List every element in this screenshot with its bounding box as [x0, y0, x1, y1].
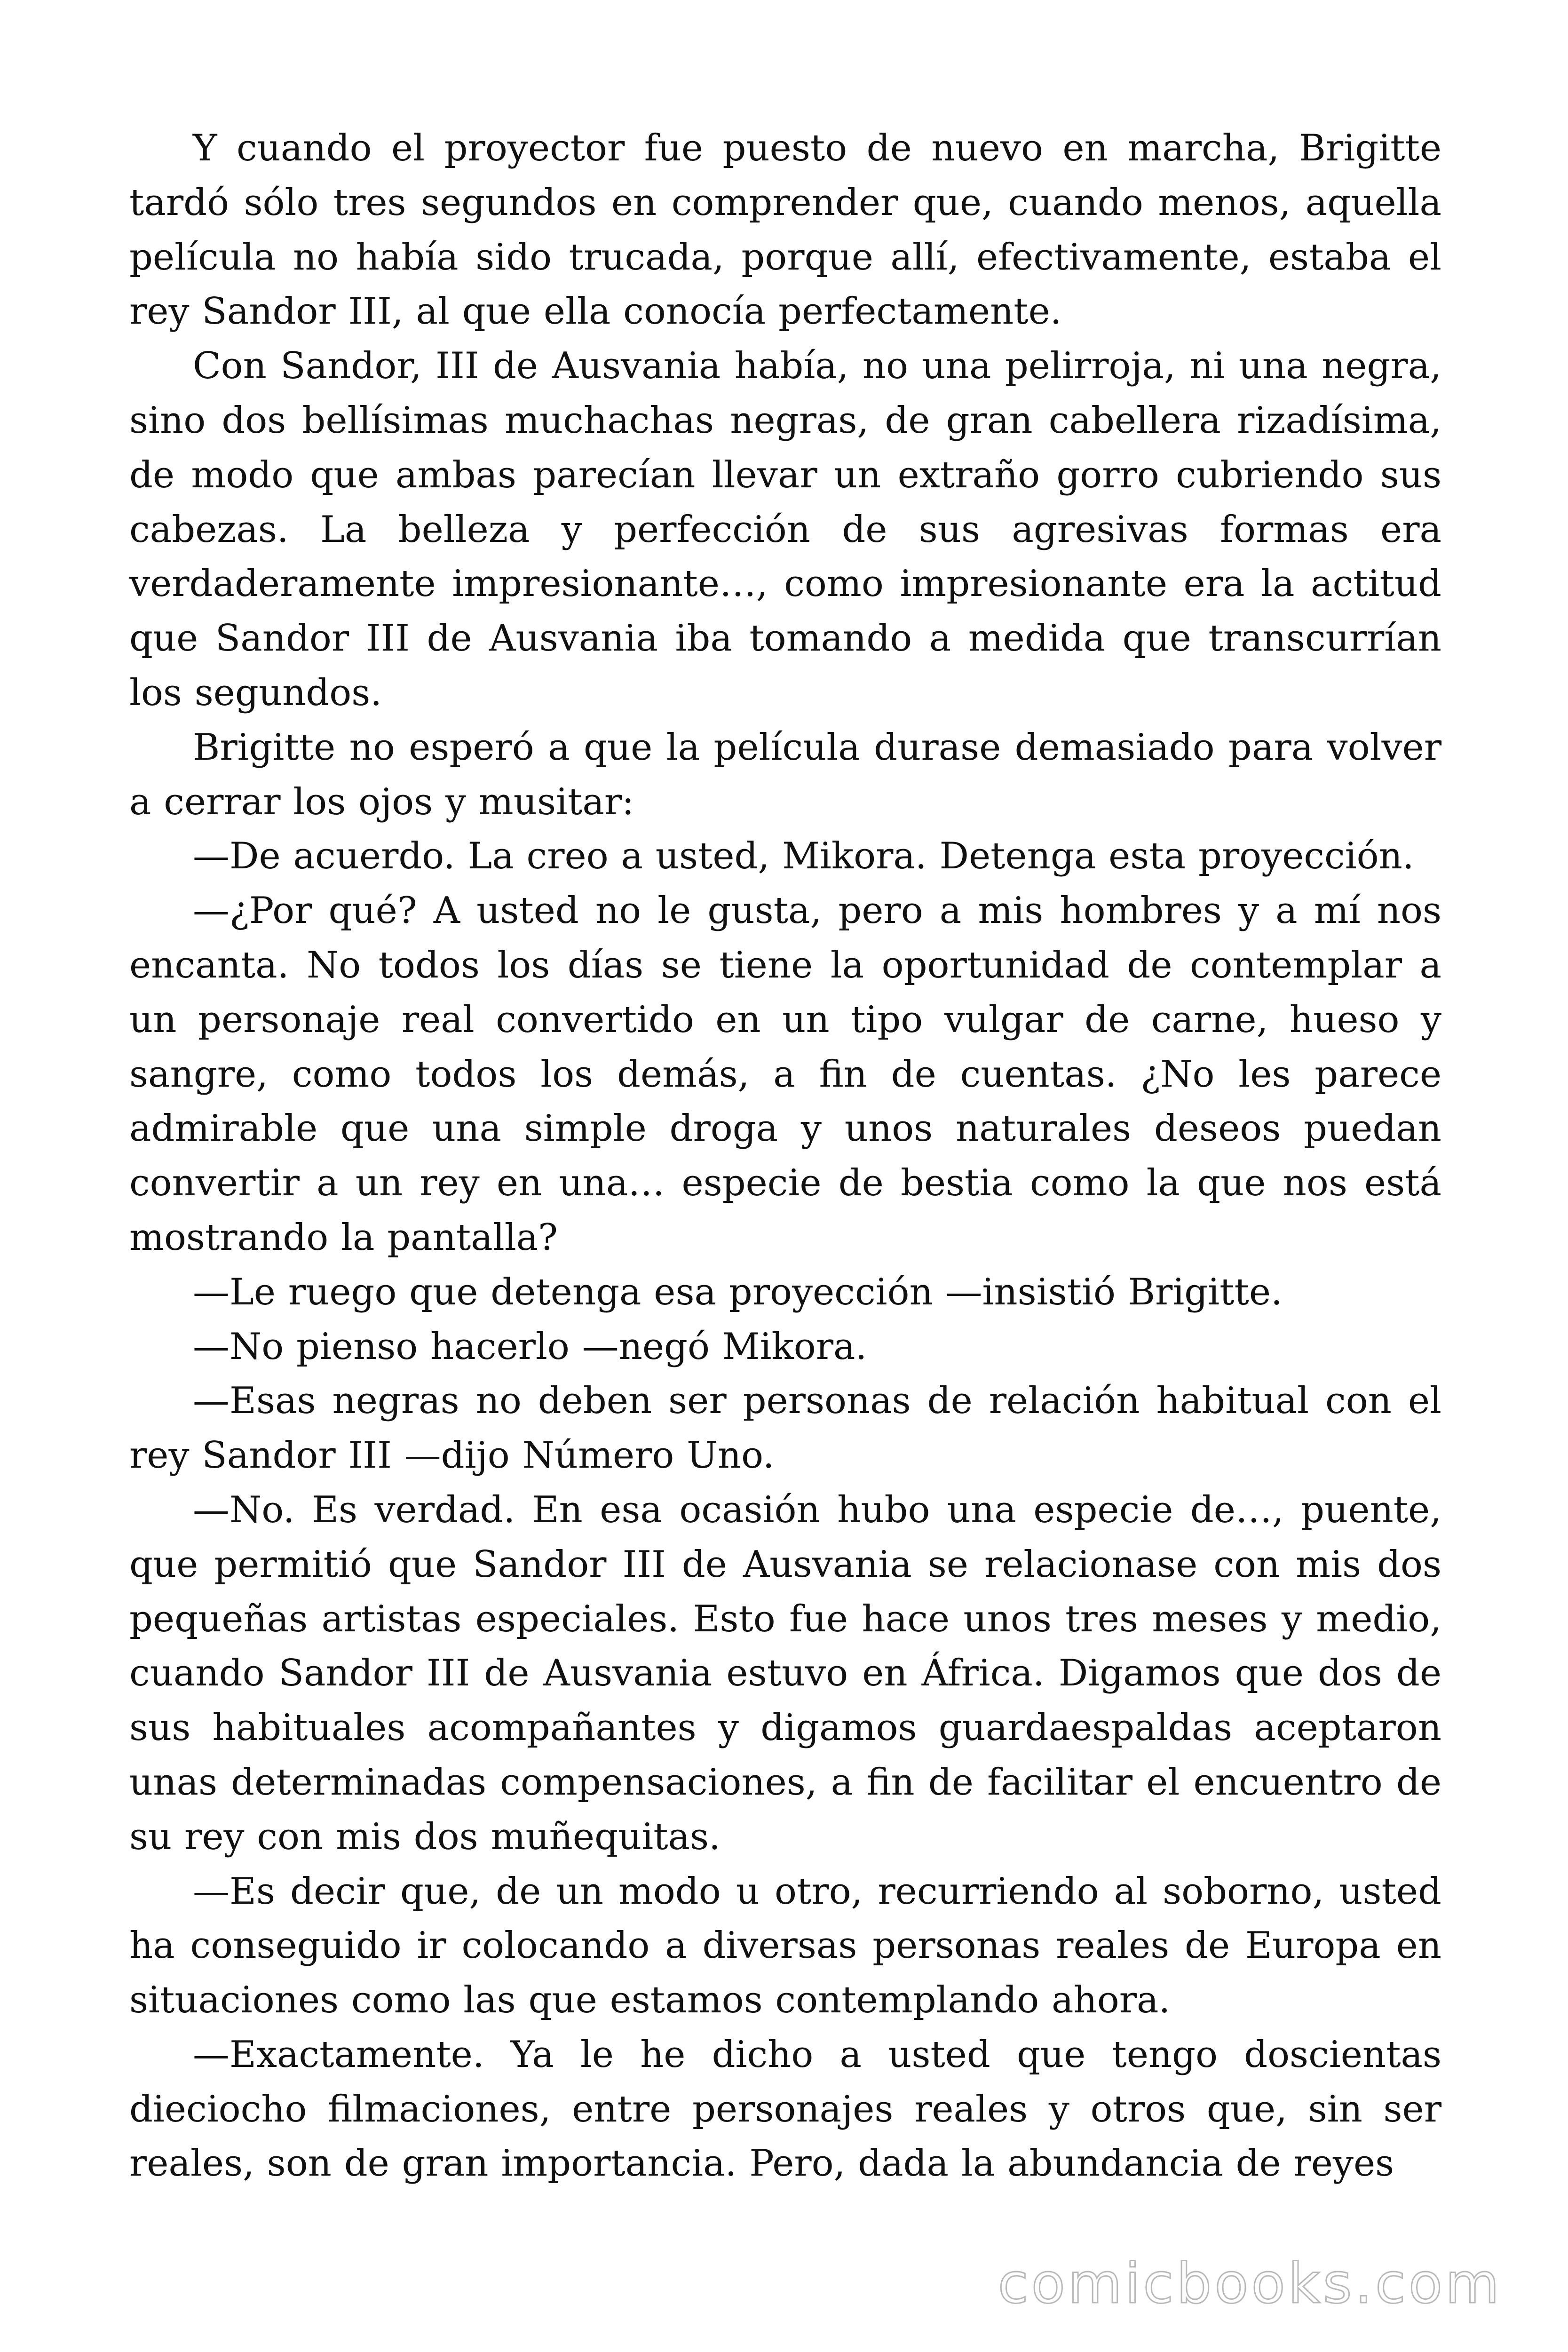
paragraph-7: —No pienso hacerlo —negó Mikora. — [193, 1325, 867, 1368]
paragraph-5: —¿Por qué? A usted no le gusta, pero a mis hombres y a mí nos encanta. No todos los días se tiene la oportunidad de contemplar a un personaje real convertido en un tipo vulgar de carne, hueso y sangre, como todos los demás, a fin de cuentas. ¿No les parece admirable que una simple droga y unos naturales deseos puedan convertir a un rey en una… especie de bestia como la que nos está mostrando la pantalla? — [129, 890, 1441, 1259]
paragraph-2: Con Sandor, III de Ausvania había, no una pelirroja, ni una negra, sino dos bellísimas muchachas negras, de gran cabellera rizadísima, de modo que ambas parecían llevar un extraño gorro cubriendo sus cabezas. La belleza y perfección de sus agresivas formas era verdaderamente impresionante…, como impresionante era la actitud que Sandor III de Ausvania iba tomando a medida que transcurrían los segundos. — [129, 345, 1441, 714]
paragraph-9: —No. Es verdad. En esa ocasión hubo una especie de…, puente, que permitió que Sandor III de Ausvania se relacionase con mis dos pequeñas artistas especiales. Esto fue hace unos tres meses y medio, cuando Sandor III de Ausvania estuvo en África. Digamos que dos de sus habituales acompañantes y digamos guardaespaldas aceptaron unas determinadas compensaciones, a fin de facilitar el encuentro de su rey con mis dos muñequitas. — [129, 1488, 1441, 1858]
paragraph-4: —De acuerdo. La creo a usted, Mikora. Detenga esta proyección. — [193, 835, 1414, 878]
paragraph-11: —Exactamente. Ya le he dicho a usted que tengo doscientas dieciocho filmaciones, entre personajes reales y otros que, sin ser reales, son de gran importancia. Pero, dada la abundancia de reyes — [129, 2033, 1441, 2185]
paragraph-6: —Le ruego que detenga esa proyección —insistió Brigitte. — [193, 1271, 1283, 1313]
paragraph-3: Brigitte no esperó a que la película durase demasiado para volver a cerrar los ojos y musitar: — [129, 726, 1441, 823]
page-body — [129, 121, 1441, 2191]
paragraph-1: Y cuando el proyector fue puesto de nuevo en marcha, Brigitte tardó sólo tres segundos en comprender que, cuando menos, aquella película no había sido trucada, porque allí, efectivamente, estaba el rey Sandor III, al que ella conocía perfectamente. — [129, 127, 1441, 333]
paragraph-10: —Es decir que, de un modo u otro, recurriendo al soborno, usted ha conseguido ir colocando a diversas personas reales de Europa en situaciones como las que estamos contemplando ahora. — [129, 1870, 1441, 2022]
watermark-text: comicbooks.com — [998, 2251, 1502, 2316]
paragraph-8: —Esas negras no deben ser personas de relación habitual con el rey Sandor III —dijo Número Uno. — [129, 1380, 1441, 1477]
